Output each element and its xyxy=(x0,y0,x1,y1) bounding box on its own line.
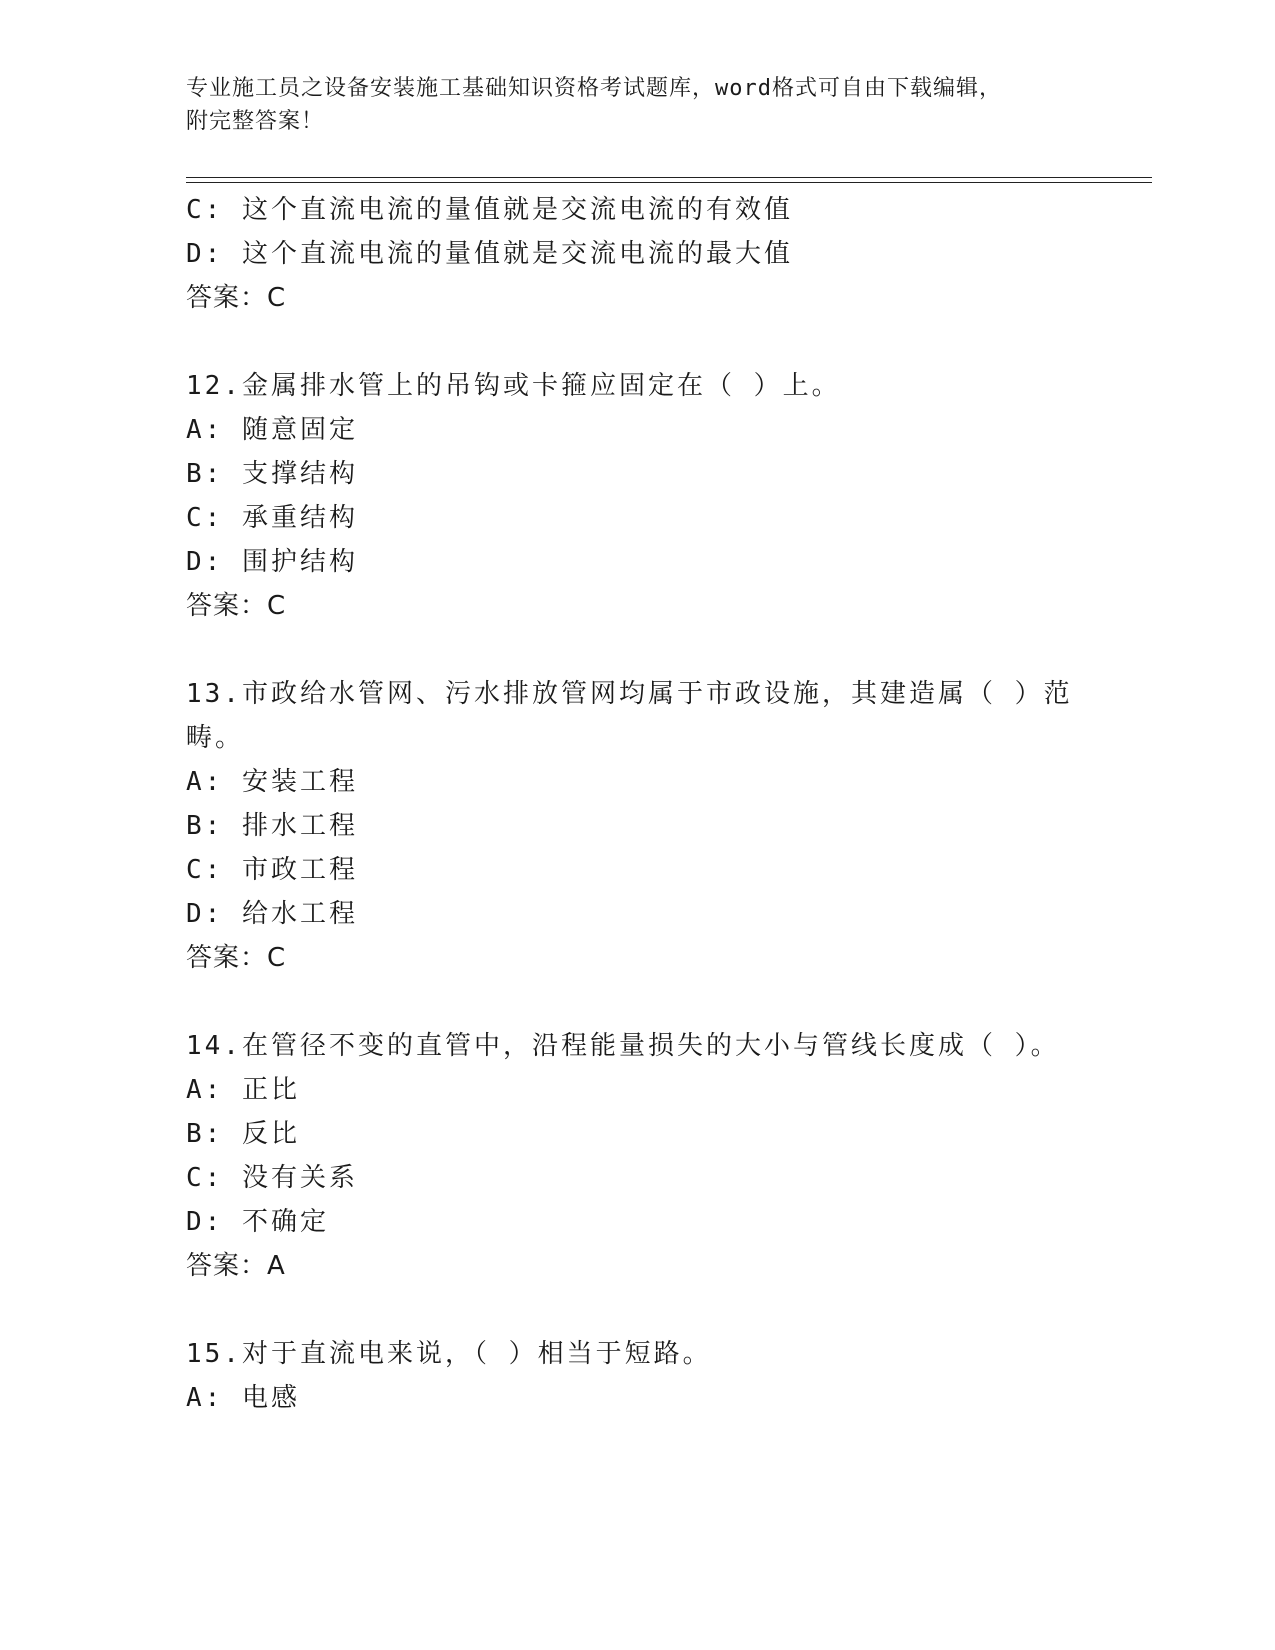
option-line: D: 给水工程 xyxy=(186,899,358,929)
header-line-2: 附完整答案！ xyxy=(186,109,325,134)
option-line: A: 电感 xyxy=(186,1383,300,1413)
question-line-continued: 畴。 xyxy=(186,723,245,753)
question-line: 15.对于直流电来说，（ ）相当于短路。 xyxy=(186,1339,712,1369)
option-line: B: 支撑结构 xyxy=(186,459,358,489)
question-line: 13.市政给水管网、污水排放管网均属于市政设施，其建造属（ ）范 xyxy=(186,679,1073,709)
option-line: D: 围护结构 xyxy=(186,547,358,577)
question-line: 12.金属排水管上的吊钩或卡箍应固定在（ ）上。 xyxy=(186,371,841,401)
document-header xyxy=(186,72,1066,138)
header-rule-top xyxy=(186,177,1152,178)
answer-line: 答案：C xyxy=(186,591,287,621)
option-line: C: 没有关系 xyxy=(186,1163,358,1193)
answer-line: 答案：A xyxy=(186,1251,286,1281)
option-line: D: 这个直流电流的量值就是交流电流的最大值 xyxy=(186,239,793,269)
option-line: A: 随意固定 xyxy=(186,415,358,445)
option-line: C: 承重结构 xyxy=(186,503,358,533)
header-rule-bottom xyxy=(186,182,1152,183)
option-line: D: 不确定 xyxy=(186,1207,329,1237)
option-line: B: 反比 xyxy=(186,1119,300,1149)
question-line: 14.在管径不变的直管中，沿程能量损失的大小与管线长度成（ ）。 xyxy=(186,1031,1060,1061)
option-line: A: 安装工程 xyxy=(186,767,358,797)
option-line: B: 排水工程 xyxy=(186,811,358,841)
option-line: C: 这个直流电流的量值就是交流电流的有效值 xyxy=(186,195,793,225)
answer-line: 答案：C xyxy=(186,943,287,973)
answer-line: 答案：C xyxy=(186,283,287,313)
header-line-1: 专业施工员之设备安装施工基础知识资格考试题库，word格式可自由下载编辑， xyxy=(186,76,1002,101)
option-line: C: 市政工程 xyxy=(186,855,358,885)
option-line: A: 正比 xyxy=(186,1075,300,1105)
